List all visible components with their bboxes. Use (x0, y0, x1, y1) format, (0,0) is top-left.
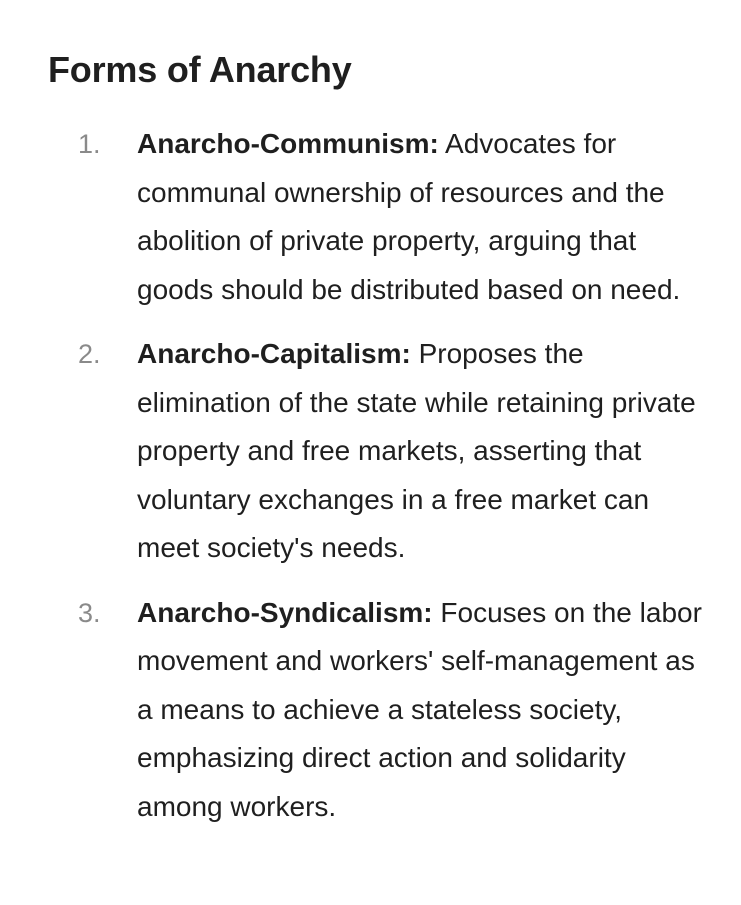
list-number: 2. (78, 339, 101, 369)
forms-list (48, 120, 741, 831)
list-item-anarcho-capitalism (48, 330, 712, 573)
list-number: 3. (78, 597, 101, 628)
term-label: Anarcho-Communism: (137, 128, 439, 159)
list-item-anarcho-syndicalism (48, 589, 712, 832)
term-description: Proposes the elimination of the state while retaining private property and free markets, asserting that voluntary exchanges in a free market can meet society's needs. (137, 338, 696, 563)
term-description: Focuses on the labor movement and workers' self-management as a means to achieve a stateless society, emphasizing direct action and solidarity among workers. (137, 596, 702, 822)
list-number: 1. (78, 129, 101, 159)
section-heading: Forms of Anarchy (48, 49, 352, 90)
list-item-text (137, 330, 712, 573)
list-item-anarcho-communism (48, 120, 712, 314)
list-item-text (137, 120, 712, 314)
term-label: Anarcho-Syndicalism: (137, 596, 433, 628)
list-item-text (137, 589, 712, 832)
term-label: Anarcho-Capitalism: (137, 338, 411, 369)
term-description: Advocates for communal ownership of resources and the abolition of private property, arguing that goods should be distributed based on need. (137, 128, 681, 305)
